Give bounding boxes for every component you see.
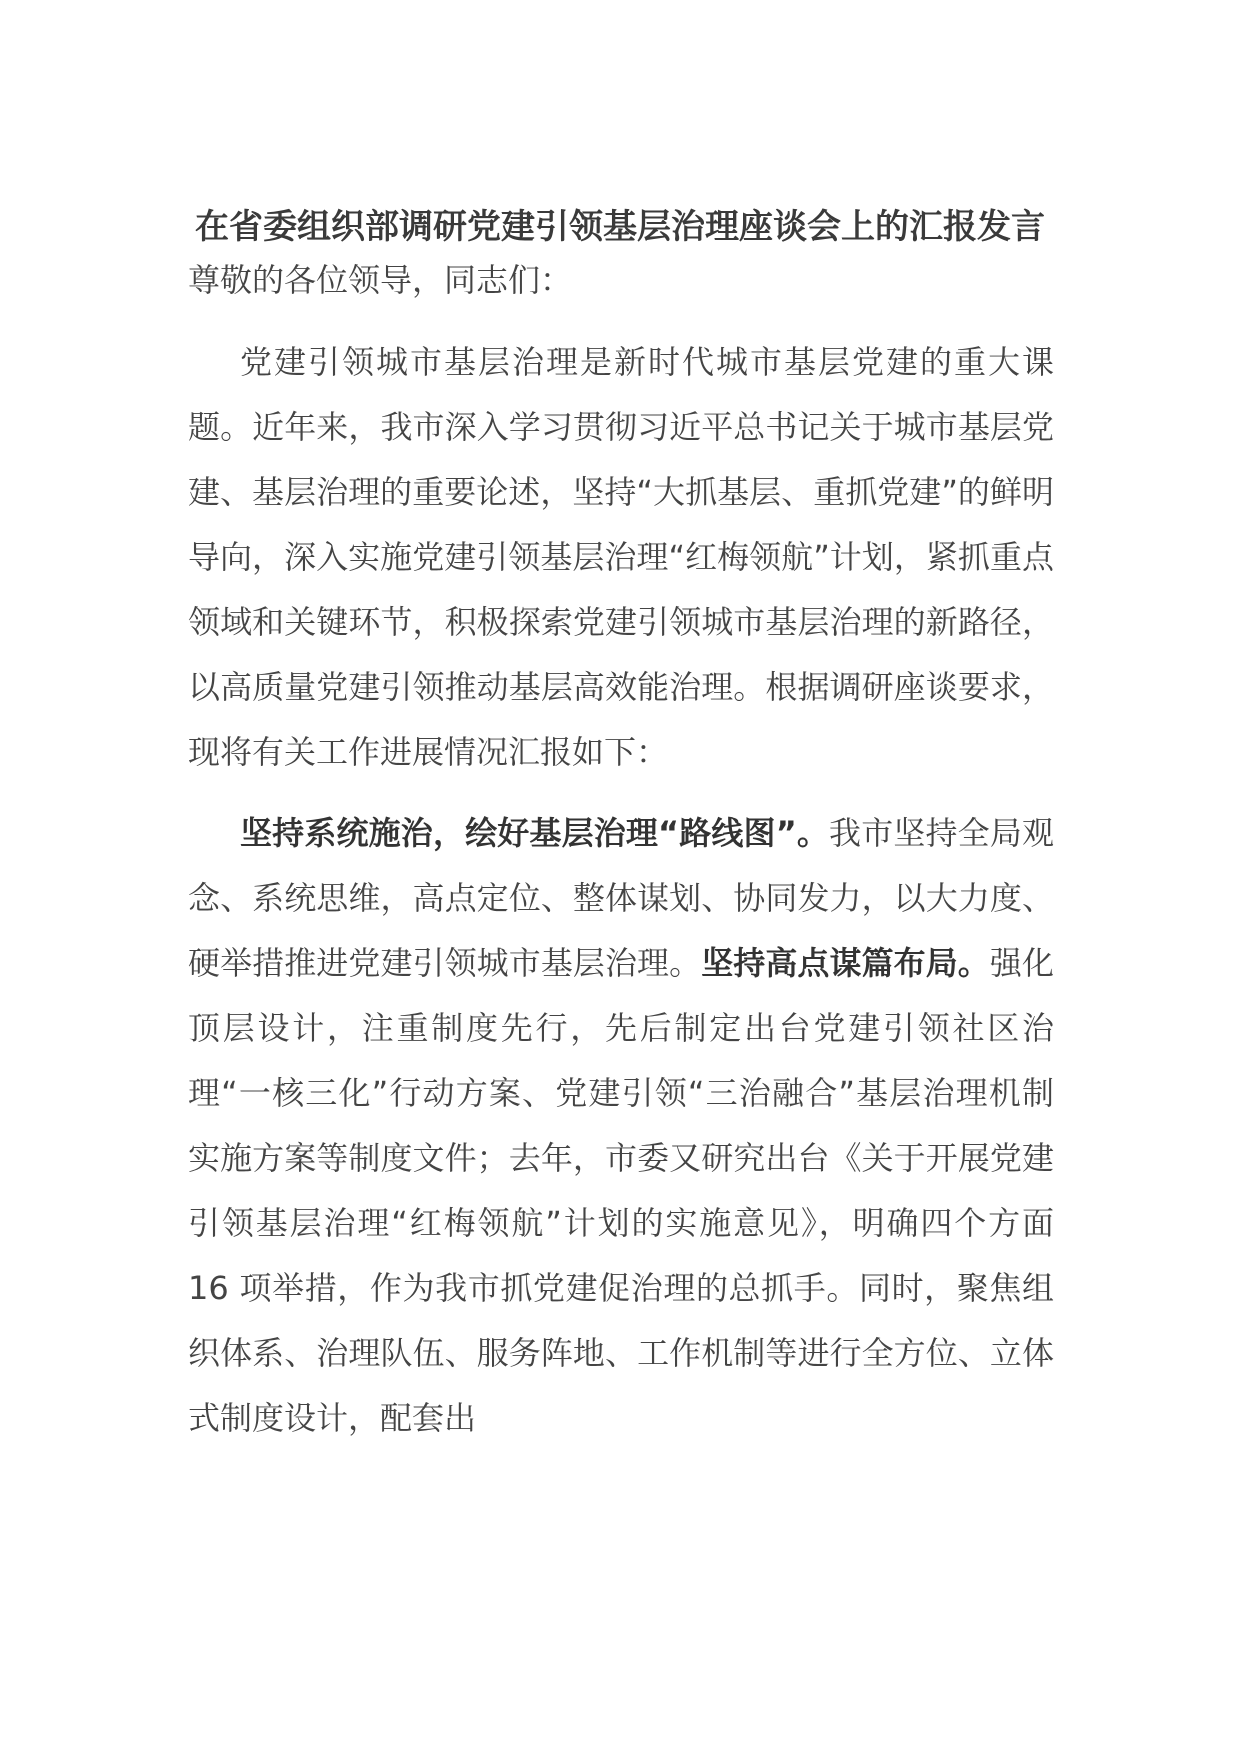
paragraph-intro: 党建引领城市基层治理是新时代城市基层党建的重大课题。近年来，我市深入学习贯彻习近平总书记关于城市基层党建、基层治理的重要论述，坚持“大抓基层、重抓党建”的鲜明导向，深入实施党建引领基层治理“红梅领航”计划，紧抓重点领域和关键环节，积极探索党建引领城市基层治理的新路径，以高质量党建引领推动基层高效能治理。根据调研座谈要求，现将有关工作进展情况汇报如下： <box>188 343 1054 771</box>
paragraph-system-governance <box>188 801 1054 1451</box>
document-title: 在省委组织部调研党建引领基层治理座谈会上的汇报发言 <box>195 207 1045 247</box>
paragraph-text-continued: 强化顶层设计，注重制度先行，先后制定出台党建引领社区治理“一核三化”行动方案、党建引领“三治融合”基层治理机制实施方案等制度文件；去年，市委又研究出台《关于开展党建引领基层治理“红梅领航”计划的实施意见》，明确四个方面 16 项举措，作为我市抓党建促治理的总抓手。同时，聚焦组织体系、治理队伍、服务阵地、工作机制等进行全方位、立体式制度设计，配套出 <box>188 944 1054 1437</box>
paragraph-heading: 坚持系统施治，绘好基层治理“路线图”。 <box>240 814 830 852</box>
paragraph-text: 我市坚持全局观念、系统思维，高点定位、整体谋划、协同发力，以大力度、硬举措推进党建引领城市基层治理。 <box>188 814 1054 982</box>
greeting: 尊敬的各位领导，同志们： <box>188 261 573 299</box>
document-body <box>188 248 1054 1451</box>
paragraph-subheading: 坚持高点谋篇布局。 <box>701 944 990 982</box>
